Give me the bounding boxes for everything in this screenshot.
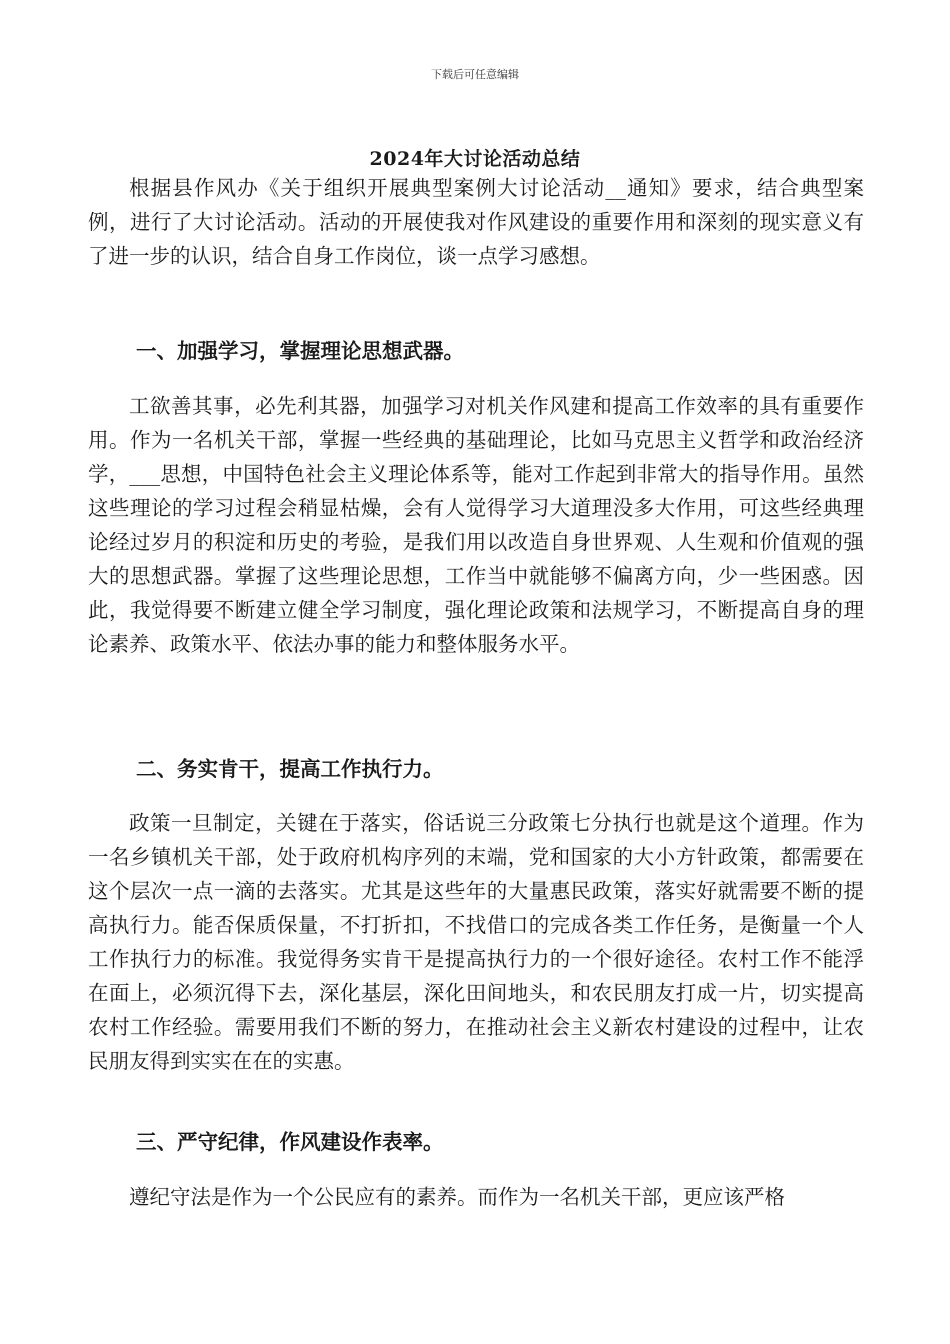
section-2-heading: 二、务实肯干，提高工作执行力。: [136, 757, 444, 781]
section-3-heading: 三、严守纪律，作风建设作表率。: [136, 1130, 444, 1154]
section-3-body: 遵纪守法是作为一个公民应有的素养。而作为一名机关干部，更应该严格: [129, 1185, 785, 1209]
intro-paragraph: 根据县作风办《关于组织开展典型案例大讨论活动__通知》要求，结合典型案例，进行了大讨论活动。活动的开展使我对作风建设的重要作用和深刻的现实意义有了进一步的认识，结合自身工作岗位，谈一点学习感想。: [88, 176, 864, 268]
section-1-heading: 一、加强学习，掌握理论思想武器。: [136, 339, 464, 363]
header-note: 下载后可任意编辑: [431, 68, 519, 81]
document-title: 2024年大讨论活动总结: [369, 148, 581, 170]
section-1-body: 工欲善其事，必先利其器，加强学习对机关作风建和提高工作效率的具有重要作用。作为一名机关干部，掌握一些经典的基础理论，比如马克思主义哲学和政治经济学，___思想，中国特色社会主义理论体系等，能对工作起到非常大的指导作用。虽然这些理论的学习过程会稍显枯燥，会有人觉得学习大道理没多大作用，可这些经典理论经过岁月的积淀和历史的考验，是我们用以改造自身世界观、人生观和价值观的强大的思想武器。掌握了这些理论思想，工作当中就能够不偏离方向，少一些困惑。因此，我觉得要不断建立健全学习制度，强化理论政策和法规学习，不断提高自身的理论素养、政策水平、依法办事的能力和整体服务水平。: [88, 394, 864, 656]
section-2-body: 政策一旦制定，关键在于落实，俗话说三分政策七分执行也就是这个道理。作为一名乡镇机关干部，处于政府机构序列的末端，党和国家的大小方针政策，都需要在这个层次一点一滴的去落实。尤其是这些年的大量惠民政策，落实好就需要不断的提高执行力。能否保质保量，不打折扣，不找借口的完成各类工作任务，是衡量一个人工作执行力的标准。我觉得务实肯干是提高执行力的一个很好途径。农村工作不能浮在面上，必须沉得下去，深化基层，深化田间地头，和农民朋友打成一片，切实提高农村工作经验。需要用我们不断的努力，在推动社会主义新农村建设的过程中，让农民朋友得到实实在在的实惠。: [88, 811, 864, 1073]
